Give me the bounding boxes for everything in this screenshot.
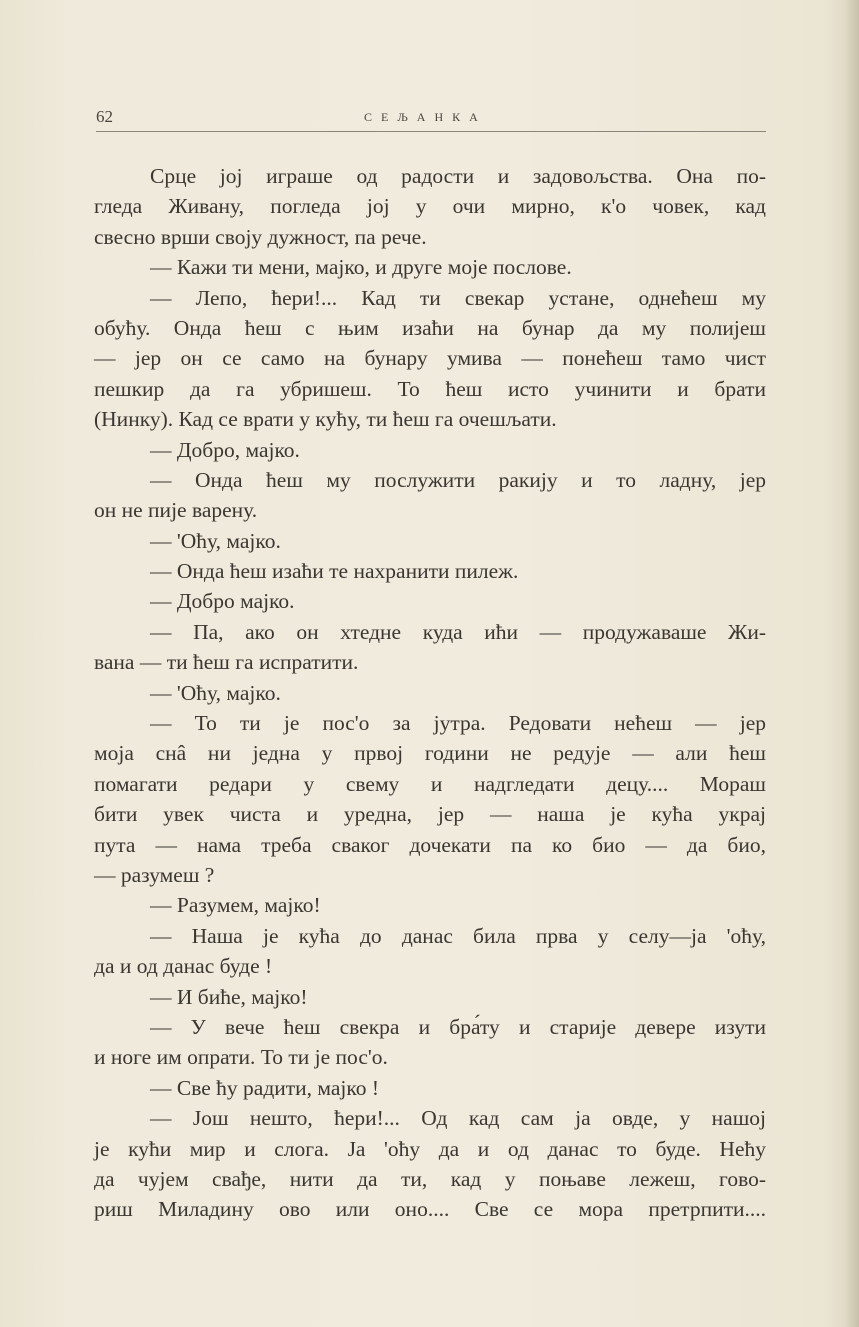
text-line: бити увек чиста и уредна, јер — наша је кућа украј [94, 802, 766, 827]
text-line: и ноге им опрати. То ти је пос'о. [94, 1045, 388, 1070]
body-text [94, 161, 766, 1225]
page-header [96, 107, 766, 129]
text-line: Срце јој играше од радости и задовољства. Она по- [150, 164, 766, 188]
text-line: — Још нешто, ћери!... Од кад сам ја овде, у нашој [150, 1106, 766, 1131]
text-line: — 'Оћу, мајко. [150, 680, 281, 705]
text-line: вана — ти ћеш га испратити. [94, 650, 359, 675]
text-line: — јер он се само на бунару умива — понећеш тамо чист [94, 346, 766, 371]
text-line: моја снâ ни једна у првој години не редује — али ћеш [94, 741, 766, 766]
text-line: — И биће, мајко! [150, 984, 308, 1009]
text-line: — Добро мајко. [150, 589, 295, 614]
text-line: помагати редари у свему и надгледати децу.... Мораш [94, 771, 766, 796]
text-line: — Добро, мајко. [150, 437, 300, 462]
text-line: он не пије варену. [94, 498, 258, 523]
text-line: — Лепо, ћери!... Кад ти свекар устане, однећеш му [150, 285, 766, 310]
running-title: СЕЉАНКА [364, 110, 487, 124]
text-line: је кући мир и слога. Ја 'оћу да и од данас то буде. Нећу [94, 1136, 766, 1161]
text-line: — Онда ћеш изаћи те нахранити пилеж. [150, 559, 519, 584]
text-line: — Наша је кућа до данас била прва у селу—ја 'оћу, [150, 923, 766, 948]
text-line: — разумеш ? [94, 862, 215, 887]
text-line: — Разумем, мајко! [150, 893, 321, 918]
text-line: риш Миладину ово или оно.... Све се мора претрпити.... [94, 1197, 766, 1222]
text-line: — Све ћу радити, мајко ! [150, 1075, 380, 1100]
text-line: свесно врши своју дужност, па рече. [94, 224, 427, 249]
text-line: гледа Живану, погледа јој у очи мирно, к'о човек, кад [94, 194, 766, 219]
text-line: (Нинку). Кад се врати у кућу, ти ћеш га очешљати. [94, 407, 557, 432]
text-line: да и од данас буде ! [94, 954, 273, 979]
text-line: да чујем свађе, нити да ти, кад у поњаве лежеш, гово- [94, 1166, 766, 1191]
page-edge-shadow [845, 0, 859, 1327]
text-line: обућу. Онда ћеш с њим изаћи на бунар да му полијеш [94, 315, 766, 340]
text-line: — Кажи ти мени, мајко, и друге моје послове. [150, 255, 572, 280]
page-number: 62 [96, 107, 113, 126]
text-line: — У вече ћеш свекра и бра́ту и старије девере изути [150, 1014, 766, 1039]
text-line: — То ти је пос'о за јутра. Редовати нећеш — јер [150, 711, 766, 736]
text-line: пута — нама треба сваког дочекати па ко био — да био, [94, 832, 766, 857]
text-line: — 'Оћу, мајко. [150, 528, 281, 553]
text-line: пешкир да га убришеш. То ћеш исто учинити и брати [94, 376, 766, 401]
text-line: — Онда ћеш му послужити ракију и то ладну, јер [150, 467, 766, 492]
text-line: — Па, ако он хтедне куда ићи — продужаваше Жи- [150, 619, 766, 644]
header-rule [96, 131, 766, 132]
